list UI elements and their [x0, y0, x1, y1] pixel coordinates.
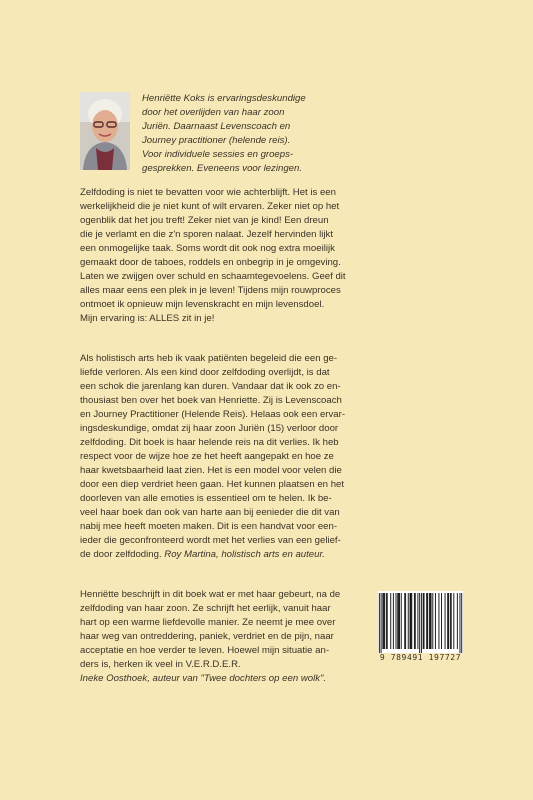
- barcode-bar: [384, 593, 385, 649]
- author-photo: [80, 92, 130, 170]
- barcode-bar: [405, 593, 406, 649]
- barcode-bar: [396, 593, 397, 649]
- barcode-bar: [429, 593, 430, 649]
- barcode-bar: [432, 593, 433, 649]
- barcode-bar: [404, 593, 405, 649]
- barcode-bar: [435, 593, 436, 649]
- review-ineke-author: Ineke Oosthoek, auteur van "Twee dochters op een wolk".: [80, 673, 327, 684]
- barcode-bar: [445, 593, 446, 649]
- barcode-bar: [424, 593, 425, 649]
- barcode-bar: [426, 593, 427, 649]
- barcode-bar: [419, 593, 420, 653]
- intro-paragraph: Zelfdoding is niet te bevatten voor wie achterblijft. Het is een werkelijkheid die je niet kunt of wilt ervaren. Zeker niet op het ogenblik dat het jou treft! Zeker niet van je kind! Een dreun die je verlamt en die z'n sporen nalaat. Jezelf hervinden lijkt een onmogelijke taak. Soms wordt dit ook nog extra moeilijk gemaakt door de taboes, roddels en onbegrip in je omgeving. Laten we zwijgen over schuld en schaamtegevoelens. Geef dit alles maar eens een plek in je leven! Tijdens mijn rouwproces ontmoet ik opnieuw mijn levenskracht en mijn levensdoel. Mijn ervaring is: ALLES zit in je!: [80, 187, 346, 324]
- barcode-bar: [431, 593, 432, 649]
- barcode-bar: [390, 593, 391, 649]
- review-ineke-text: Henriëtte beschrijft in dit boek wat er met haar gebeurt, na de zelfdoding van haar zoon. Ze schrijft het eerlijk, vanuit haar hart op een warme liefdevolle manier. Ze neemt je mee over haar weg van ontreddering, paniek, verdriet en de pijn, naar acceptatie en hoe verder te leven. Hoewel mijn situatie an- ders is, herken ik veel in V.E.R.D.E.R.: [80, 589, 341, 670]
- barcode-bar: [414, 593, 415, 649]
- barcode-bar: [438, 593, 439, 649]
- barcode-bar: [417, 593, 418, 649]
- barcode-bar: [459, 593, 460, 653]
- review-roy-author: Roy Martina, holistisch arts en auteur.: [164, 549, 325, 560]
- barcode-bar: [421, 593, 422, 653]
- barcode-bar: [382, 593, 383, 649]
- author-block: [80, 92, 460, 175]
- barcode-bar: [398, 593, 399, 649]
- barcode-bar: [461, 593, 462, 653]
- barcode-bar: [387, 593, 388, 649]
- barcode-bar: [453, 593, 454, 649]
- barcode-bar: [397, 593, 398, 649]
- review-roy-martina: [80, 352, 456, 562]
- barcode-bar: [451, 593, 452, 649]
- barcode-bar: [441, 593, 442, 649]
- barcode-bar: [386, 593, 387, 649]
- barcode-bar: [410, 593, 411, 649]
- review-ineke-oosthoek: [80, 588, 370, 686]
- barcode-bar: [381, 593, 382, 653]
- barcode-bar: [415, 593, 416, 649]
- barcode-bar: [447, 593, 448, 649]
- barcode-bar: [448, 593, 449, 649]
- isbn-barcode: [378, 591, 463, 671]
- barcode-bar: [393, 593, 394, 649]
- isbn-number: 9 789491 197727: [379, 653, 462, 662]
- barcode-bar: [411, 593, 412, 649]
- barcode-bars: [378, 591, 463, 653]
- barcode-bar: [410, 593, 411, 649]
- barcode-bar: [408, 593, 409, 649]
- barcode-bar: [379, 593, 380, 653]
- barcode-bar: [401, 593, 402, 649]
- barcode-bar: [423, 593, 424, 649]
- review-roy-text: Als holistisch arts heb ik vaak patiënten begeleid die een ge- liefde verloren. Als een kind door zelfdoding overlijdt, is dat een schok die jarenlang kan duren. Vandaar dat ik ook zo en- thousiast ben over het boek van Henriette. Zij is Levenscoach en Journey Practitioner (Helende Reis). Helaas ook een ervar- ingsdeskundige, omdat zij haar zoon Juriën (15) verloor door zelfdoding. Dit boek is haar helende reis na dit verlies. Ik heb respect voor de wijze hoe ze het heeft aangepakt en hoe ze haar kwetsbaarheid laat zien. Het is een model voor velen die door een diep verdriet heen gaan. Het kunnen plaatsen en het doorleven van alle emoties is essentieel om te helen. Ik be- veel haar boek dan ook van harte aan bij eenieder die dit van nabij mee heeft moeten maken. Dit is een handvat voor een- ieder die geconfronteerd wordt met het verlies van een gelief- de door zelfdoding.: [80, 353, 346, 560]
- barcode-bar: [399, 593, 400, 649]
- barcode-bar: [457, 593, 458, 649]
- barcode-bar: [430, 593, 431, 649]
- barcode-bar: [450, 593, 451, 649]
- barcode-bar: [427, 593, 428, 649]
- author-bio: Henriëtte Koks is ervaringsdeskundige door het overlijden van haar zoon Juriën. Daarnaast Levenscoach en Journey practitioner (helende reis). Voor individuele sessies en groeps- gesprekken. Eveneens voor lezingen.: [142, 93, 306, 175]
- barcode-bar: [383, 593, 384, 649]
